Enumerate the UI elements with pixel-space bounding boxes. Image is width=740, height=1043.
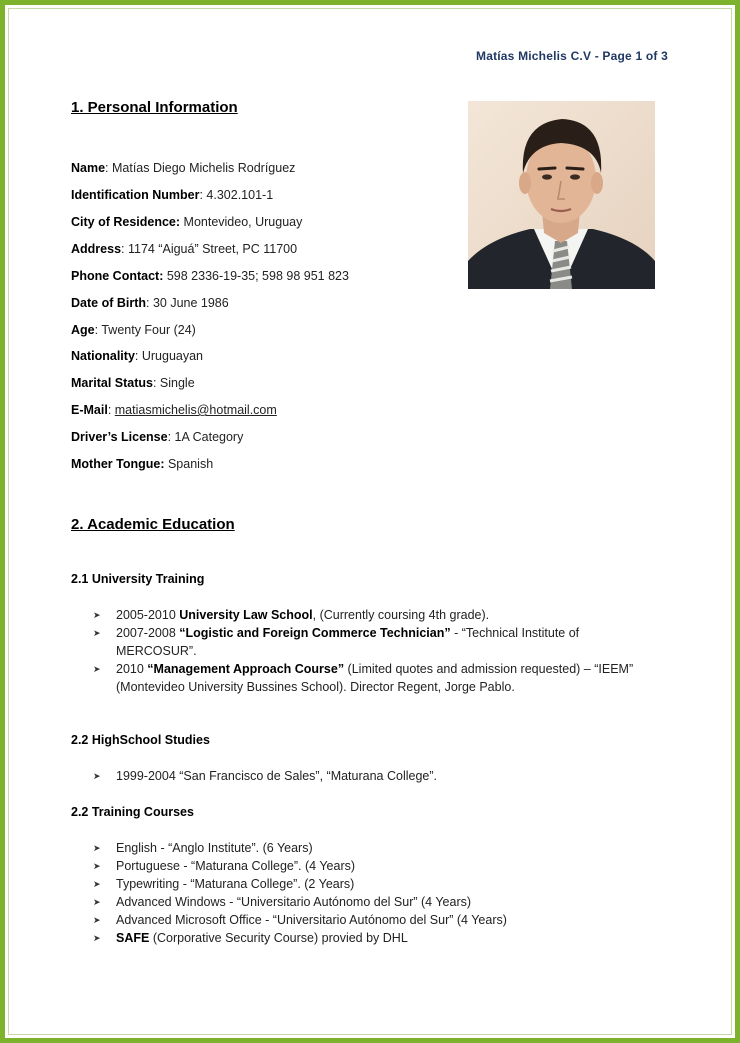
list-item: ➤ Typewriting - “Maturana College”. (2 Years)	[93, 877, 355, 891]
field-email: E-Mail: matiasmichelis@hotmail.com	[71, 403, 277, 417]
arrow-bullet-icon: ➤	[93, 628, 101, 638]
field-mother-tongue: Mother Tongue: Spanish	[71, 457, 214, 471]
academic-heading: 2. Academic Education	[71, 516, 235, 533]
university-heading: 2.1 University Training	[71, 572, 205, 586]
university-list	[93, 606, 673, 696]
field-nationality: Nationality: Uruguayan	[71, 349, 204, 363]
arrow-bullet-icon: ➤	[93, 897, 101, 907]
list-item: ➤ 2010 “Management Approach Course” (Limited quotes and admission requested) – “IEEM” (Montevideo University Bussines School). Director Regent, Jorge Pablo.	[93, 662, 634, 694]
training-heading: 2.2 Training Courses	[71, 805, 194, 819]
email-link[interactable]: matiasmichelis@hotmail.com	[114, 403, 277, 417]
highschool-list	[93, 767, 673, 785]
list-item: ➤ English - “Anglo Institute”. (6 Years)	[93, 841, 313, 855]
arrow-bullet-icon: ➤	[93, 879, 101, 889]
field-address: Address: 1174 “Aiguá” Street, PC 11700	[71, 242, 298, 256]
page-header: Matías Michelis C.V - Page 1 of 3	[476, 49, 668, 63]
arrow-bullet-icon: ➤	[93, 933, 101, 943]
field-drivers-license: Driver’s License: 1A Category	[71, 430, 244, 444]
training-list	[93, 839, 673, 947]
list-item: ➤ Advanced Windows - “Universitario Autónomo del Sur” (4 Years)	[93, 895, 472, 909]
arrow-bullet-icon: ➤	[93, 771, 101, 781]
list-item: ➤ Advanced Microsoft Office - “Universitario Autónomo del Sur” (4 Years)	[93, 913, 507, 927]
list-item: ➤ 2007-2008 “Logistic and Foreign Commerce Technician” - “Technical Institute of MERCOSUR”.	[93, 626, 580, 658]
arrow-bullet-icon: ➤	[93, 861, 101, 871]
arrow-bullet-icon: ➤	[93, 664, 101, 674]
arrow-bullet-icon: ➤	[93, 915, 101, 925]
profile-photo	[468, 101, 655, 289]
field-age: Age: Twenty Four (24)	[71, 323, 196, 337]
list-item: ➤ Portuguese - “Maturana College”. (4 Years)	[93, 859, 356, 873]
field-marital-status: Marital Status: Single	[71, 376, 195, 390]
arrow-bullet-icon: ➤	[93, 610, 101, 620]
field-city: City of Residence: Montevideo, Uruguay	[71, 215, 303, 229]
arrow-bullet-icon: ➤	[93, 843, 101, 853]
list-item: ➤ SAFE (Corporative Security Course) provied by DHL	[93, 931, 408, 945]
field-name: Name: Matías Diego Michelis Rodríguez	[71, 161, 296, 175]
highschool-heading: 2.2 HighSchool Studies	[71, 733, 210, 747]
field-id-number: Identification Number: 4.302.101-1	[71, 188, 274, 202]
list-item: ➤ 1999-2004 “San Francisco de Sales”, “Maturana College”.	[93, 769, 438, 783]
field-dob: Date of Birth: 30 June 1986	[71, 296, 229, 310]
list-item: ➤ 2005-2010 University Law School, (Currently coursing 4th grade).	[93, 608, 490, 622]
field-phone: Phone Contact: 598 2336-19-35; 598 98 951 823	[71, 269, 349, 283]
personal-info-heading: 1. Personal Information	[71, 99, 238, 116]
